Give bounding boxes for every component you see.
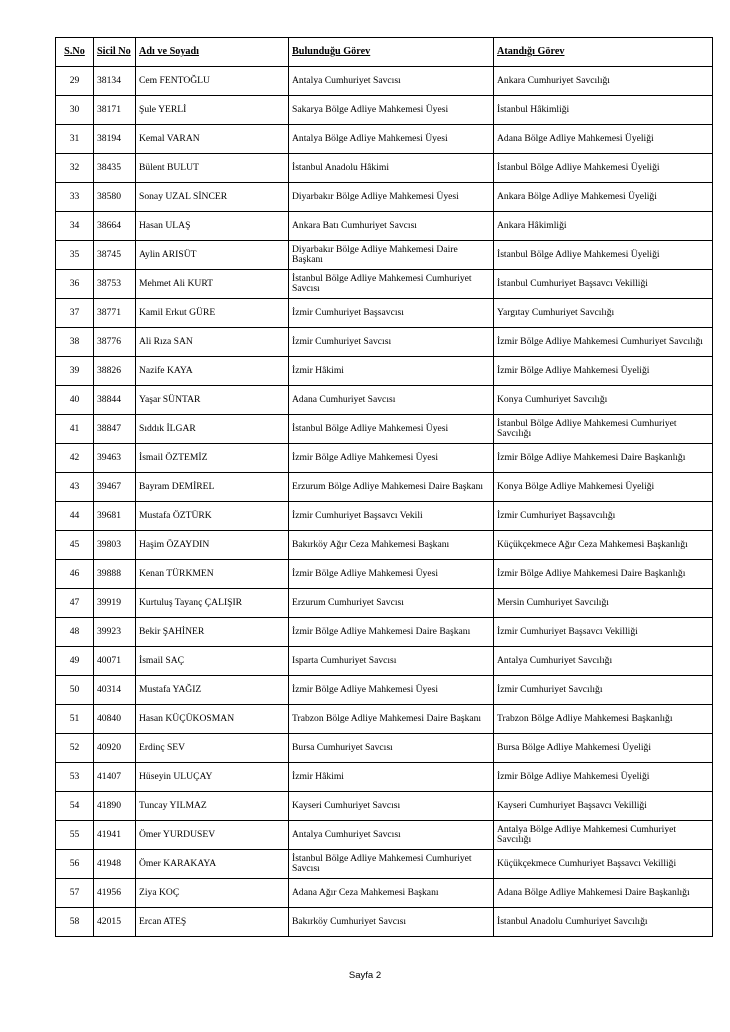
table-row [56,125,713,154]
row-name: Bülent BULUT [136,154,289,183]
row-current-position: İzmir Bölge Adliye Mahkemesi Daire Başkanı [289,618,494,647]
row-sicil: 39888 [94,560,136,589]
row-name: Kamil Erkut GÜRE [136,299,289,328]
table-row [56,328,713,357]
table-row [56,850,713,879]
row-assigned-position: İstanbul Anadolu Cumhuriyet Savcılığı [494,908,713,937]
row-name: Ali Rıza SAN [136,328,289,357]
row-name: Bayram DEMİREL [136,473,289,502]
row-sicil: 38580 [94,183,136,212]
table-row [56,183,713,212]
row-sicil: 41407 [94,763,136,792]
row-sno: 31 [56,125,94,154]
row-assigned-position: Antalya Bölge Adliye Mahkemesi Cumhuriyet Savcılığı [494,821,713,850]
row-current-position: İzmir Hâkimi [289,763,494,792]
row-sicil: 38171 [94,96,136,125]
row-current-position: Bakırköy Cumhuriyet Savcısı [289,908,494,937]
row-sicil: 40314 [94,676,136,705]
assignment-table [55,37,713,937]
table-row [56,270,713,299]
table-row [56,647,713,676]
table-row [56,705,713,734]
row-current-position: İzmir Cumhuriyet Savcısı [289,328,494,357]
table-row [56,67,713,96]
row-assigned-position: Kayseri Cumhuriyet Başsavcı Vekilliği [494,792,713,821]
row-name: Erdinç SEV [136,734,289,763]
row-sno: 42 [56,444,94,473]
row-sno: 33 [56,183,94,212]
row-sno: 43 [56,473,94,502]
table-row [56,212,713,241]
row-sno: 40 [56,386,94,415]
row-name: Tuncay YILMAZ [136,792,289,821]
row-assigned-position: Konya Bölge Adliye Mahkemesi Üyeliği [494,473,713,502]
row-current-position: İzmir Cumhuriyet Başsavcı Vekili [289,502,494,531]
table-row [56,154,713,183]
header-assigned-position: Atandığı Görev [494,38,713,67]
table-body [56,67,713,937]
row-sicil: 38194 [94,125,136,154]
row-sicil: 41956 [94,879,136,908]
row-sicil: 39919 [94,589,136,618]
row-name: Ziya KOÇ [136,879,289,908]
row-assigned-position: İstanbul Cumhuriyet Başsavcı Vekilliği [494,270,713,299]
row-name: Mustafa ÖZTÜRK [136,502,289,531]
row-sicil: 38844 [94,386,136,415]
row-sicil: 38753 [94,270,136,299]
row-current-position: İzmir Cumhuriyet Başsavcısı [289,299,494,328]
row-sno: 50 [56,676,94,705]
row-name: Cem FENTOĞLU [136,67,289,96]
row-current-position: Diyarbakır Bölge Adliye Mahkemesi Daire Başkanı [289,241,494,270]
row-assigned-position: İzmir Bölge Adliye Mahkemesi Cumhuriyet Savcılığı [494,328,713,357]
table-row [56,763,713,792]
table-row [56,473,713,502]
row-sicil: 40071 [94,647,136,676]
row-sno: 45 [56,531,94,560]
row-name: Ömer KARAKAYA [136,850,289,879]
header-name: Adı ve Soyadı [136,38,289,67]
row-sno: 47 [56,589,94,618]
table-row [56,734,713,763]
row-sno: 36 [56,270,94,299]
table-row [56,908,713,937]
row-sicil: 41941 [94,821,136,850]
row-current-position: İzmir Bölge Adliye Mahkemesi Üyesi [289,676,494,705]
row-assigned-position: İzmir Cumhuriyet Başsavcı Vekilliği [494,618,713,647]
row-assigned-position: Küçükçekmece Ağır Ceza Mahkemesi Başkanlığı [494,531,713,560]
table-row [56,415,713,444]
row-sno: 34 [56,212,94,241]
row-sno: 37 [56,299,94,328]
table-row [56,444,713,473]
row-name: Ercan ATEŞ [136,908,289,937]
row-assigned-position: İstanbul Hâkimliği [494,96,713,125]
table-row [56,241,713,270]
row-sicil: 38776 [94,328,136,357]
table-header-row [56,38,713,67]
row-name: Haşim ÖZAYDIN [136,531,289,560]
row-current-position: Adana Cumhuriyet Savcısı [289,386,494,415]
row-name: Ömer YURDUSEV [136,821,289,850]
row-current-position: Sakarya Bölge Adliye Mahkemesi Üyesi [289,96,494,125]
row-sicil: 41948 [94,850,136,879]
row-sno: 41 [56,415,94,444]
row-current-position: Antalya Cumhuriyet Savcısı [289,67,494,96]
row-assigned-position: Trabzon Bölge Adliye Mahkemesi Başkanlığı [494,705,713,734]
row-sicil: 39681 [94,502,136,531]
row-current-position: Kayseri Cumhuriyet Savcısı [289,792,494,821]
row-sicil: 40840 [94,705,136,734]
row-sicil: 42015 [94,908,136,937]
row-assigned-position: İzmir Bölge Adliye Mahkemesi Daire Başkanlığı [494,444,713,473]
row-current-position: İstanbul Bölge Adliye Mahkemesi Üyesi [289,415,494,444]
row-sno: 32 [56,154,94,183]
row-sicil: 38826 [94,357,136,386]
row-current-position: Bursa Cumhuriyet Savcısı [289,734,494,763]
row-sicil: 39463 [94,444,136,473]
row-current-position: Antalya Cumhuriyet Savcısı [289,821,494,850]
row-sicil: 38745 [94,241,136,270]
row-assigned-position: İzmir Bölge Adliye Mahkemesi Üyeliği [494,357,713,386]
row-sicil: 38664 [94,212,136,241]
row-sno: 48 [56,618,94,647]
row-current-position: İstanbul Bölge Adliye Mahkemesi Cumhuriyet Savcısı [289,270,494,299]
row-name: Mustafa YAĞIZ [136,676,289,705]
row-sicil: 38771 [94,299,136,328]
row-name: Bekir ŞAHİNER [136,618,289,647]
row-assigned-position: Mersin Cumhuriyet Savcılığı [494,589,713,618]
row-assigned-position: İzmir Cumhuriyet Başsavcılığı [494,502,713,531]
row-name: Nazife KAYA [136,357,289,386]
header-current-position: Bulunduğu Görev [289,38,494,67]
table-row [56,386,713,415]
row-sno: 49 [56,647,94,676]
row-sno: 35 [56,241,94,270]
row-sno: 44 [56,502,94,531]
row-name: Sonay UZAL SİNCER [136,183,289,212]
row-assigned-position: İstanbul Bölge Adliye Mahkemesi Üyeliği [494,241,713,270]
row-assigned-position: Bursa Bölge Adliye Mahkemesi Üyeliği [494,734,713,763]
row-sno: 52 [56,734,94,763]
row-name: İsmail SAÇ [136,647,289,676]
row-sno: 56 [56,850,94,879]
row-sicil: 39467 [94,473,136,502]
row-name: Kemal VARAN [136,125,289,154]
row-sno: 57 [56,879,94,908]
row-assigned-position: İstanbul Bölge Adliye Mahkemesi Üyeliği [494,154,713,183]
table-row [56,502,713,531]
row-name: Mehmet Ali KURT [136,270,289,299]
row-assigned-position: Yargıtay Cumhuriyet Savcılığı [494,299,713,328]
row-sno: 55 [56,821,94,850]
table-row [56,531,713,560]
row-current-position: Antalya Bölge Adliye Mahkemesi Üyesi [289,125,494,154]
row-assigned-position: Küçükçekmece Cumhuriyet Başsavcı Vekilliği [494,850,713,879]
table-row [56,792,713,821]
row-current-position: İstanbul Anadolu Hâkimi [289,154,494,183]
row-name: Hasan KÜÇÜKOSMAN [136,705,289,734]
row-assigned-position: Ankara Hâkimliği [494,212,713,241]
row-assigned-position: Adana Bölge Adliye Mahkemesi Üyeliği [494,125,713,154]
row-sno: 51 [56,705,94,734]
row-sno: 38 [56,328,94,357]
row-name: Sıddık İLGAR [136,415,289,444]
header-sno: S.No [56,38,94,67]
row-assigned-position: İzmir Bölge Adliye Mahkemesi Daire Başkanlığı [494,560,713,589]
header-sicil: Sicil No [94,38,136,67]
row-name: Yaşar SÜNTAR [136,386,289,415]
row-current-position: Ankara Batı Cumhuriyet Savcısı [289,212,494,241]
table-row [56,589,713,618]
row-current-position: Erzurum Cumhuriyet Savcısı [289,589,494,618]
row-sicil: 38134 [94,67,136,96]
table-row [56,357,713,386]
row-name: Kurtuluş Tayanç ÇALIŞIR [136,589,289,618]
row-current-position: Erzurum Bölge Adliye Mahkemesi Daire Başkanı [289,473,494,502]
row-current-position: İstanbul Bölge Adliye Mahkemesi Cumhuriyet Savcısı [289,850,494,879]
row-name: Aylin ARISÜT [136,241,289,270]
row-current-position: İzmir Bölge Adliye Mahkemesi Üyesi [289,560,494,589]
row-current-position: Isparta Cumhuriyet Savcısı [289,647,494,676]
row-assigned-position: İzmir Bölge Adliye Mahkemesi Üyeliği [494,763,713,792]
row-current-position: İzmir Bölge Adliye Mahkemesi Üyesi [289,444,494,473]
row-sicil: 38435 [94,154,136,183]
row-assigned-position: Ankara Bölge Adliye Mahkemesi Üyeliği [494,183,713,212]
row-current-position: Diyarbakır Bölge Adliye Mahkemesi Üyesi [289,183,494,212]
row-name: İsmail ÖZTEMİZ [136,444,289,473]
table-row [56,560,713,589]
row-sicil: 40920 [94,734,136,763]
table-row [56,821,713,850]
row-assigned-position: Ankara Cumhuriyet Savcılığı [494,67,713,96]
row-current-position: Bakırköy Ağır Ceza Mahkemesi Başkanı [289,531,494,560]
row-assigned-position: Antalya Cumhuriyet Savcılığı [494,647,713,676]
row-current-position: İzmir Hâkimi [289,357,494,386]
row-assigned-position: Konya Cumhuriyet Savcılığı [494,386,713,415]
row-assigned-position: İstanbul Bölge Adliye Mahkemesi Cumhuriyet Savcılığı [494,415,713,444]
row-name: Hüseyin ULUÇAY [136,763,289,792]
row-sicil: 41890 [94,792,136,821]
table-row [56,879,713,908]
row-sno: 30 [56,96,94,125]
table-row [56,299,713,328]
table-row [56,676,713,705]
row-sno: 46 [56,560,94,589]
row-sno: 39 [56,357,94,386]
row-current-position: Adana Ağır Ceza Mahkemesi Başkanı [289,879,494,908]
row-assigned-position: Adana Bölge Adliye Mahkemesi Daire Başkanlığı [494,879,713,908]
row-sno: 58 [56,908,94,937]
row-sicil: 38847 [94,415,136,444]
row-assigned-position: İzmir Cumhuriyet Savcılığı [494,676,713,705]
table-row [56,96,713,125]
table-row [56,618,713,647]
row-name: Hasan ULAŞ [136,212,289,241]
row-sno: 29 [56,67,94,96]
row-name: Kenan TÜRKMEN [136,560,289,589]
page-number: Sayfa 2 [348,970,382,981]
row-name: Şule YERLİ [136,96,289,125]
row-sno: 54 [56,792,94,821]
row-sicil: 39923 [94,618,136,647]
assignment-list [55,37,712,937]
row-sno: 53 [56,763,94,792]
row-current-position: Trabzon Bölge Adliye Mahkemesi Daire Başkanı [289,705,494,734]
row-sicil: 39803 [94,531,136,560]
